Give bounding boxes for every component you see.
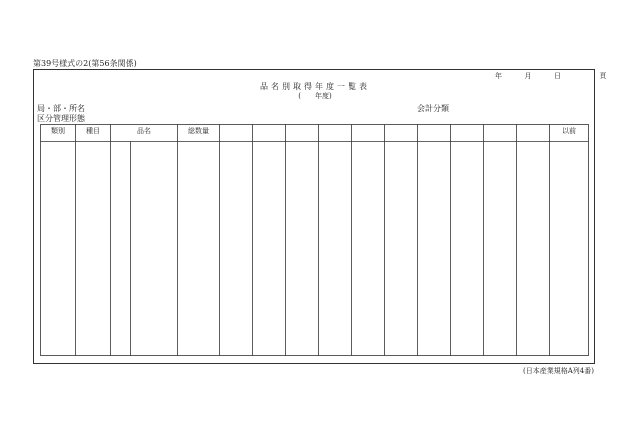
- accounting-label: 会計分類: [417, 104, 449, 113]
- header-item-type: 種目: [86, 127, 100, 135]
- footer-note: (日本産業規格A列4番): [523, 367, 594, 375]
- page-label: 頁: [599, 72, 607, 80]
- page-title: 品名別取得年度一覧表: [260, 82, 370, 91]
- fiscal-year: ( 年度): [298, 92, 332, 100]
- header-item-name: 品名: [137, 127, 151, 135]
- month-label: 月: [524, 72, 532, 80]
- dept-label: 局・部・所名: [37, 104, 85, 113]
- table-border: [41, 125, 589, 356]
- day-label: 日: [553, 72, 561, 80]
- year-label: 年: [495, 72, 502, 80]
- header-category: 類別: [51, 127, 65, 135]
- management-label: 区分管理形態: [37, 114, 85, 123]
- header-earlier: 以前: [562, 127, 576, 135]
- header-total-quantity: 総数量: [188, 127, 209, 135]
- form-caption: 第39号様式の2(第56条関係): [33, 59, 137, 68]
